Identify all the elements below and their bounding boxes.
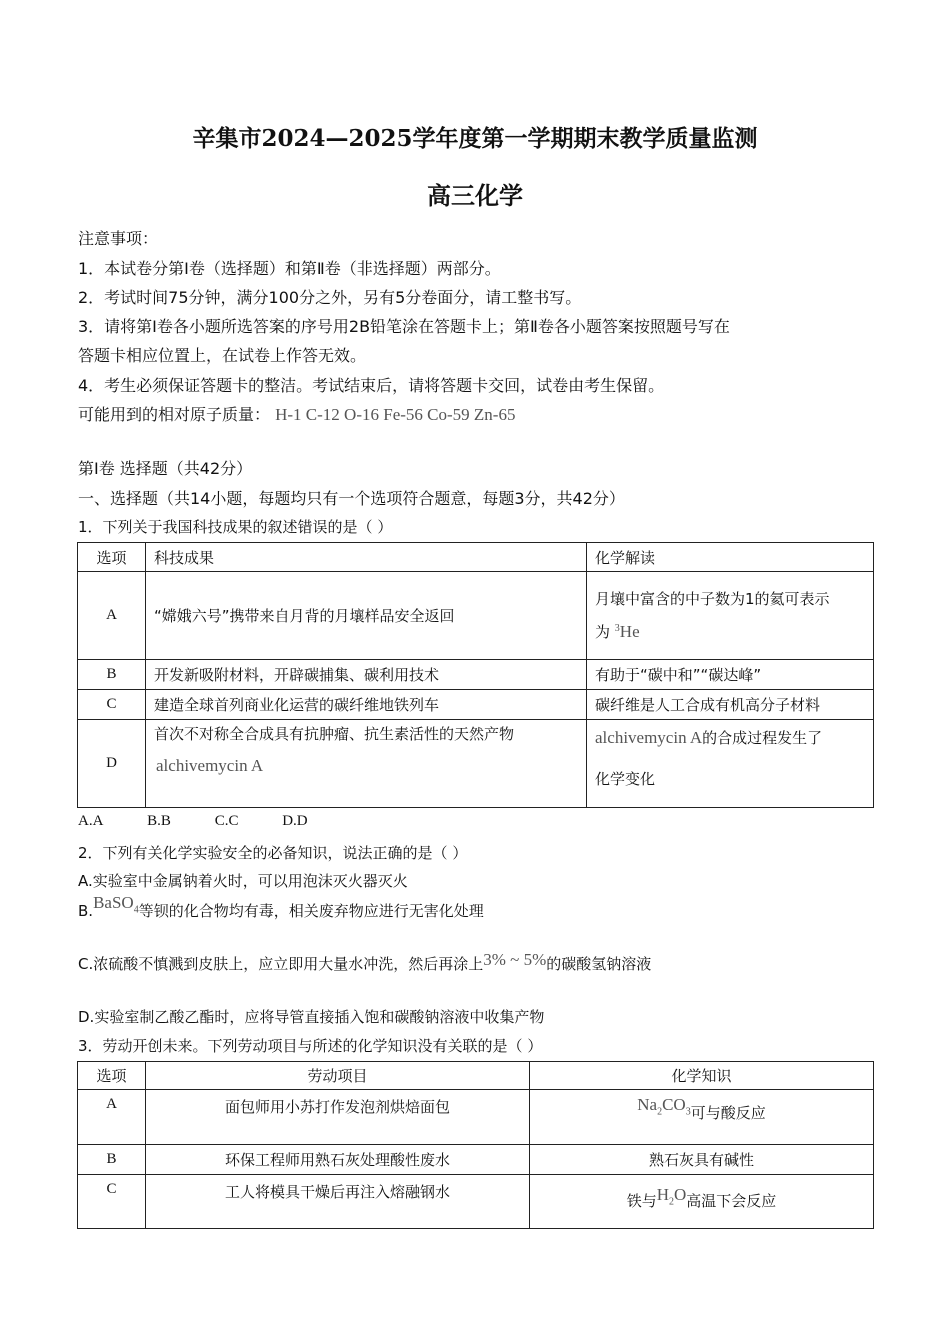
mass-number: 3: [614, 623, 620, 634]
option-c: C.C: [214, 813, 239, 829]
q1-options: [78, 813, 348, 830]
interp-text: 的合成过程发生了: [702, 729, 823, 747]
note-item: 3．请将第I卷各小题所选答案的序号用2B铅笔涂在答题卡上；第Ⅱ卷各小题答案按照题号写在: [78, 317, 730, 336]
option-cell: B: [78, 660, 146, 690]
na2co3-formula: [637, 1095, 691, 1118]
formula-subscript: 3: [685, 1106, 691, 1118]
q3-stem: 3．劳动开创未来。下列劳动项目与所述的化学知识没有关联的是（ ）: [78, 1037, 543, 1055]
note-item: 2．考试时间75分钟，满分100分之外，另有5分卷面分，请工整书写。: [78, 288, 582, 307]
option-cell: A: [78, 572, 146, 660]
q1-stem: 1．下列关于我国科技成果的叙述错误的是（ ）: [78, 518, 393, 536]
part1-heading: 第I卷 选择题（共42分）: [78, 459, 253, 478]
note-item: 4．考生必须保证答题卡的整洁。考试结束后，请将答题卡交回，试卷由考生保留。: [78, 376, 665, 395]
header-cell: 化学解读: [587, 543, 874, 572]
q2-c-text1: C.浓硫酸不慎溅到皮肤上，应立即用大量水冲洗，然后再涂上: [78, 955, 484, 973]
knowledge-text: 可与酸反应: [690, 1104, 766, 1122]
interp-text-2: 化学变化: [595, 770, 656, 788]
baso-subscript: 4: [133, 904, 139, 916]
table-row: [78, 720, 874, 808]
achievement-cell: [146, 720, 587, 808]
achievement-cell: 开发新吸附材料，开辟碳捕集、碳利用技术: [146, 660, 587, 690]
product-formula: alchivemycin A: [595, 728, 703, 747]
atomic-mass-line: [78, 402, 515, 425]
formula-subscript: 2: [669, 1196, 674, 1208]
achievement-cell: 建造全球首列商业化运营的碳纤维地铁列车: [146, 690, 587, 720]
note-item: 1．本试卷分第I卷（选择题）和第Ⅱ卷（非选择题）两部分。: [78, 259, 501, 278]
baso-text: BaSO: [93, 893, 134, 912]
knowledge-cell: [530, 1090, 874, 1145]
header-cell: 化学知识: [530, 1062, 874, 1090]
knowledge-prefix: 铁与: [626, 1191, 657, 1210]
table-header-row: [78, 543, 874, 572]
q2-b-text: 等钡的化合物均有毒，相关废弃物应进行无害化处理: [138, 902, 484, 920]
achievement-product: alchivemycin A: [156, 756, 264, 775]
project-cell: 面包师用小苏打作发泡剂烘焙面包: [146, 1090, 530, 1145]
interpretation-cell: 有助于“碳中和”“碳达峰”: [587, 660, 874, 690]
header-cell: 科技成果: [146, 543, 587, 572]
option-cell: A: [78, 1090, 146, 1145]
atomic-mass-values: H-1 C-12 O-16 Fe-56 Co-59 Zn-65: [275, 405, 516, 424]
option-d: D.D: [282, 813, 308, 829]
header-cell: 选项: [78, 543, 146, 572]
helium-formula: He: [619, 622, 640, 641]
q2-b-prefix: B.: [78, 902, 94, 920]
table-row: [78, 660, 874, 690]
knowledge-text: 高温下会反应: [686, 1191, 777, 1210]
formula-part: Na: [637, 1095, 658, 1114]
h2o-formula: [656, 1184, 687, 1208]
project-cell: 工人将模具干燥后再注入熔融钢水: [146, 1175, 530, 1229]
option-b: B.B: [147, 813, 171, 829]
exam-subject: 高三化学: [427, 181, 523, 210]
baso4-formula: [93, 893, 139, 916]
option-cell: C: [78, 1175, 146, 1229]
option-cell: D: [78, 720, 146, 808]
achievement-cell: “嫦娥六号”携带来自月背的月壤样品安全返回: [146, 572, 587, 660]
knowledge-cell: 熟石灰具有碱性: [530, 1145, 874, 1175]
table-row: [78, 690, 874, 720]
table-row: [78, 1145, 874, 1175]
percent-range: 3% ~ 5%: [483, 950, 547, 969]
table-row: [78, 1090, 874, 1145]
formula-part: H: [656, 1184, 669, 1204]
q2-option-a: A.实验室中金属钠着火时，可以用泡沫灭火器灭火: [78, 872, 408, 890]
atomic-mass-label: 可能用到的相对原子质量：: [78, 405, 271, 424]
interpretation-cell: 碳纤维是人工合成有机高分子材料: [587, 690, 874, 720]
interp-text: 月壤中富含的中子数为1的氦可表示: [595, 590, 830, 608]
header-cell: 劳动项目: [146, 1062, 530, 1090]
q3-table: [77, 1061, 874, 1229]
table-row: [78, 1175, 874, 1229]
interpretation-cell: [587, 720, 874, 808]
q2-stem: 2．下列有关化学实验安全的必备知识，说法正确的是（ ）: [78, 844, 468, 862]
note-item: 答题卡相应位置上，在试卷上作答无效。: [78, 346, 367, 365]
q1-table: [77, 542, 874, 808]
header-cell: 选项: [78, 1062, 146, 1090]
project-cell: 环保工程师用熟石灰处理酸性废水: [146, 1145, 530, 1175]
interp-prefix: 为: [595, 623, 611, 641]
exam-title: 辛集市2024—2025学年度第一学期期末教学质量监测: [192, 125, 758, 152]
formula-subscript: 2: [657, 1106, 663, 1118]
option-a: A.A: [78, 813, 104, 829]
knowledge-cell: [530, 1175, 874, 1229]
q2-option-d: D.实验室制乙酸乙酯时，应将导管直接插入饱和碳酸钠溶液中收集产物: [78, 1008, 545, 1026]
interp-text-2: [595, 614, 865, 647]
interp-line: [595, 720, 865, 756]
formula-part: CO: [662, 1095, 686, 1114]
achievement-text: 首次不对称全合成具有抗肿瘤、抗生素活性的天然产物: [154, 725, 515, 743]
notes-heading: 注意事项：: [78, 229, 159, 248]
table-row: [78, 572, 874, 660]
option-cell: C: [78, 690, 146, 720]
q2-c-text2: 的碳酸氢钠溶液: [546, 955, 652, 973]
interpretation-cell: [587, 572, 874, 660]
table-header-row: [78, 1062, 874, 1090]
option-cell: B: [78, 1145, 146, 1175]
section-instructions: 一、选择题（共14小题，每题均只有一个选项符合题意，每题3分，共42分）: [78, 489, 625, 508]
q2-option-c: [78, 950, 652, 974]
q2-option-b: [78, 893, 484, 923]
formula-part: O: [674, 1184, 687, 1204]
